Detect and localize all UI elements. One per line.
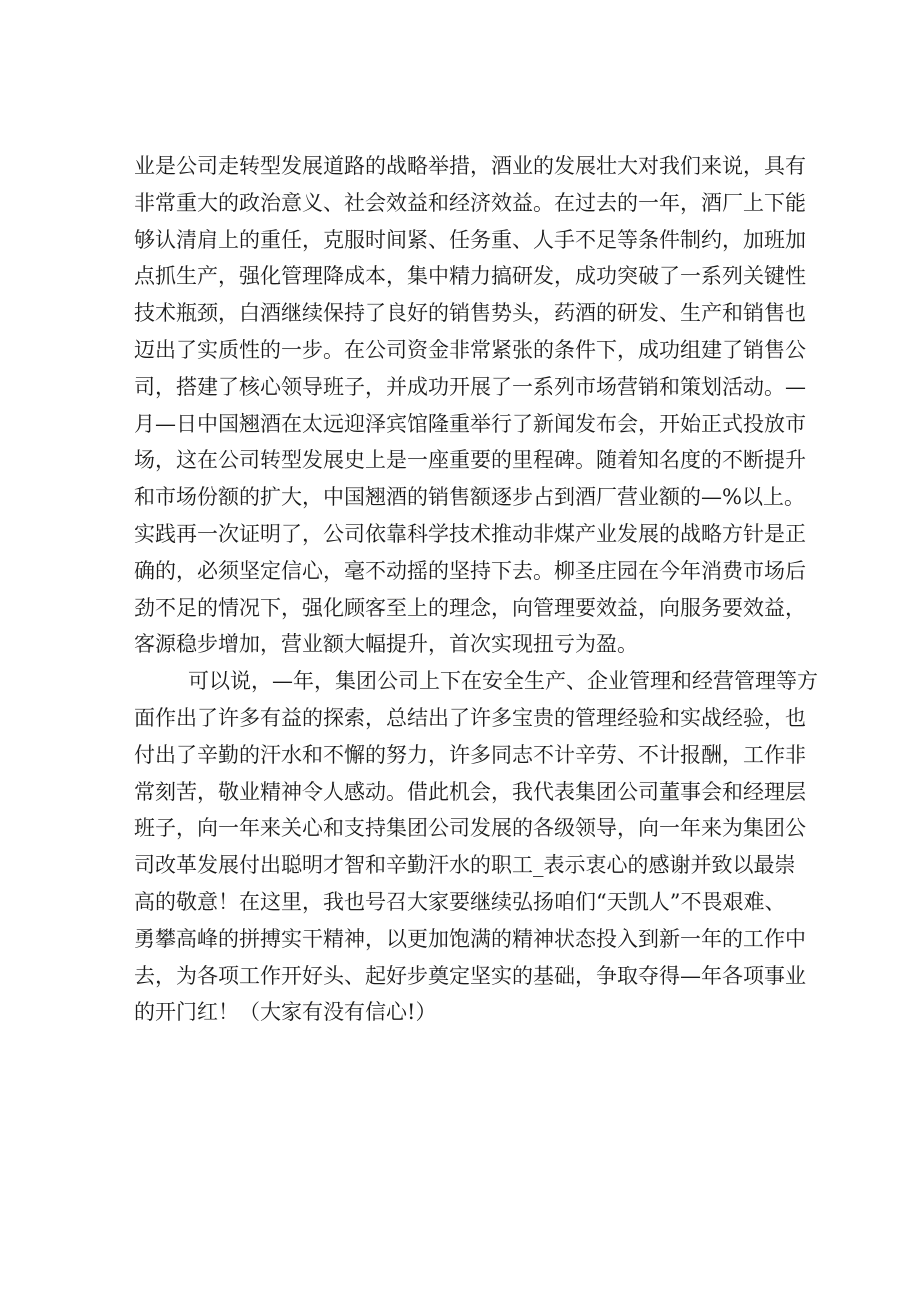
- text-line: 面作出了许多有益的探索，总结出了许多宝贵的管理经验和实战经验，也: [134, 705, 806, 730]
- text-line: 的开门红！（大家有没有信心!）: [134, 1000, 437, 1025]
- text-line: 勇攀高峰的拼搏实干精神，以更加饱满的精神状态投入到新一年的工作中: [134, 926, 806, 951]
- text-line: 司改革发展付出聪明才智和辛勤汗水的职工_表示衷心的感谢并致以最崇: [134, 853, 796, 878]
- text-line: 技术瓶颈，白酒继续保持了良好的销售势头，药酒的研发、生产和销售也: [134, 301, 806, 326]
- text-line: 班子，向一年来关心和支持集团公司发展的各级领导，向一年来为集团公: [134, 816, 806, 841]
- text-line: 非常重大的政治意义、社会效益和经济效益。在过去的一年，酒厂上下能: [134, 190, 806, 215]
- paragraph-1: [134, 148, 806, 663]
- text-line: 常刻苦，敬业精神令人感动。借此机会，我代表集团公司董事会和经理层: [134, 779, 806, 804]
- paragraph-2: [134, 663, 818, 1031]
- text-line: 够认清肩上的重任，克服时间紧、任务重、人手不足等条件制约，加班加: [134, 227, 806, 252]
- text-line: 司，搭建了核心领导班子，并成功开展了一系列市场营销和策划活动。—: [134, 374, 806, 399]
- text-line: 确的，必须坚定信心，毫不动摇的坚持下去。柳圣庄园在今年消费市场后: [134, 558, 806, 583]
- text-line: 劲不足的情况下，强化顾客至上的理念，向管理要效益，向服务要效益，: [134, 595, 806, 620]
- text-line: 可以说，—年，集团公司上下在安全生产、企业管理和经营管理等方: [188, 669, 818, 694]
- text-line: 业是公司走转型发展道路的战略举措，酒业的发展壮大对我们来说，具有: [134, 154, 806, 178]
- text-line: 高的敬意！在这里，我也号召大家要继续弘扬咱们“天凯人”不畏艰难、: [134, 889, 786, 914]
- text-line: 和市场份额的扩大，中国翘酒的销售额逐步占到酒厂营业额的—%以上。: [134, 485, 805, 510]
- text-line: 月—日中国翘酒在太远迎泽宾馆隆重举行了新闻发布会，开始正式投放市: [134, 411, 806, 436]
- text-line: 场，这在公司转型发展史上是一座重要的里程碑。随着知名度的不断提升: [134, 448, 806, 473]
- text-line: 点抓生产，强化管理降成本，集中精力搞研发，成功突破了一系列关键性: [134, 264, 806, 289]
- text-line: 实践再一次证明了，公司依靠科学技术推动非煤产业发展的战略方针是正: [134, 521, 806, 546]
- document-body: [134, 148, 818, 1031]
- text-line: 付出了辛勤的汗水和不懈的努力，许多同志不计辛劳、不计报酬，工作非: [134, 742, 806, 767]
- text-line: 迈出了实质性的一步。在公司资金非常紧张的条件下，成功组建了销售公: [134, 337, 806, 362]
- text-line: 去，为各项工作开好头、起好步奠定坚实的基础，争取夺得—年各项事业: [134, 963, 806, 988]
- text-line: 客源稳步增加，营业额大幅提升，首次实现扭亏为盈。: [134, 632, 638, 657]
